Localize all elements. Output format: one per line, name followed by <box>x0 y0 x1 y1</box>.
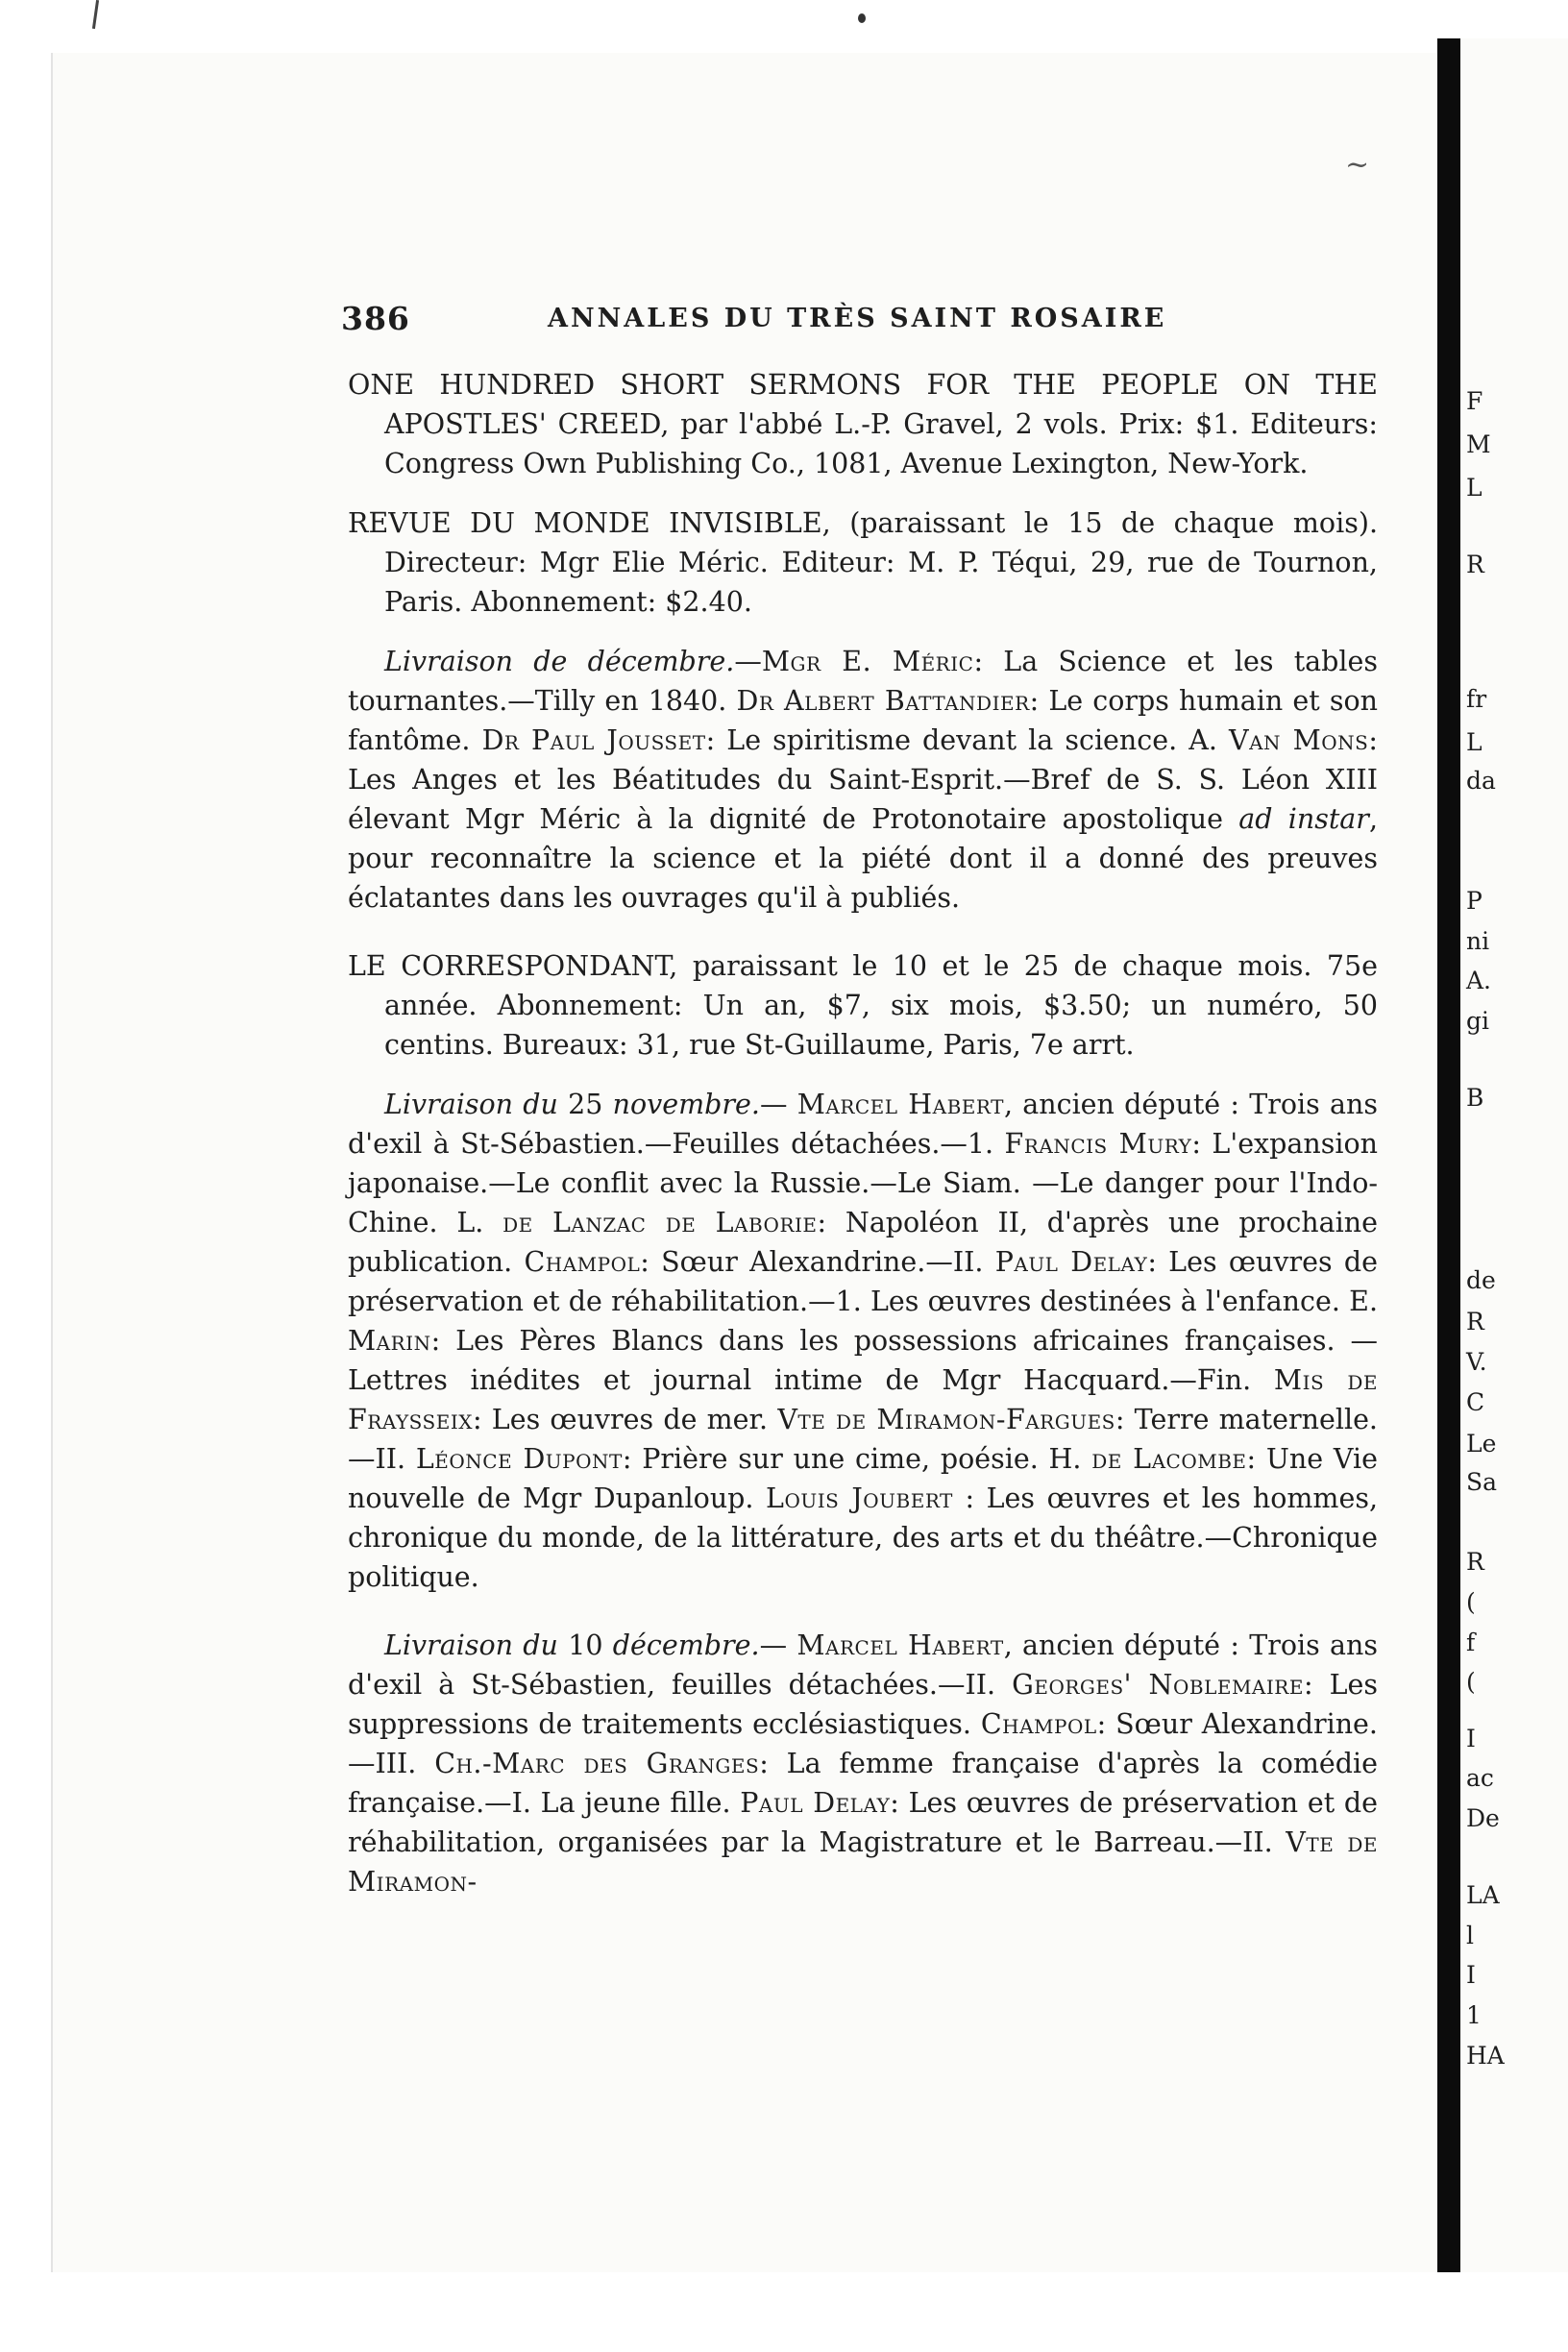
author-name: de Lacombe <box>1091 1443 1247 1475</box>
entry-details: par l'abbé L.-P. Gravel, 2 vols. Prix: $1. Editeurs: Congress Own Publishing Co., 1081, Avenue Lexington, New-York. <box>384 408 1378 479</box>
facing-page-fragment: R <box>1466 551 1484 578</box>
facing-page-fragment: ( <box>1466 1668 1476 1696</box>
facing-page-fragment: B <box>1466 1084 1484 1112</box>
facing-page-fragment: I <box>1466 1725 1476 1752</box>
facing-page-fragment: ac <box>1466 1764 1494 1792</box>
contents-text: : Une Vie nouvelle de Mgr Dupanloup. <box>348 1443 1378 1514</box>
author-name: Dr Paul Jousset <box>481 724 706 756</box>
italic-phrase: ad instar <box>1238 803 1369 835</box>
author-name: Marcel Habert <box>796 1089 1004 1120</box>
contents-text: : Les œuvres de préservation et de réhabilitation.—1. Les œuvres destinées à l'enfance. E. <box>348 1246 1379 1317</box>
facing-page-fragment: V. <box>1466 1348 1487 1376</box>
page-body <box>348 365 1378 1930</box>
contents-text: : Les suppressions de traitements ecclésiastiques. <box>348 1669 1378 1740</box>
contents-text: , pour reconnaître la science et la piété dont il a donné des preuves éclatantes dans les ouvrages qu'il à publiés. <box>348 803 1378 914</box>
facing-page-fragment: L <box>1466 474 1482 502</box>
contents-text: , ancien député : Trois ans d'exil à St-Sébastien.—Feuilles détachées.—1. <box>348 1089 1379 1160</box>
facing-page-fragment: P <box>1466 887 1482 915</box>
facing-page-fragment: A. <box>1466 967 1492 994</box>
facing-page-fragment: Le <box>1466 1430 1497 1458</box>
facing-page-fragment: L <box>1466 728 1482 756</box>
contents-text: : Terre maternelle.—II. <box>348 1404 1378 1475</box>
bibliography-entry <box>348 365 1378 483</box>
facing-page-fragment: R <box>1466 1308 1484 1335</box>
livraison-paragraph <box>348 1626 1378 1901</box>
contents-text: : L'expansion japonaise.—Le conflit avec la Russie.—Le Siam. —Le danger pour l'Indo-Chine. L. <box>348 1128 1378 1238</box>
facing-page-fragment: ( <box>1466 1588 1476 1616</box>
livraison-paragraph <box>348 642 1378 918</box>
entry-details: paraissant le 10 et le 25 de chaque mois. 75e année. Abonnement: Un an, $7, six mois, $3.50; un numéro, 50 centins. Bureaux: 31, rue St-Guillaume, Paris, 7e arrt. <box>384 950 1378 1061</box>
author-name: Francis Mury <box>1004 1128 1192 1160</box>
entry-title: REVUE DU MONDE INVISIBLE, <box>348 507 831 539</box>
bibliography-entry <box>348 946 1378 1065</box>
facing-page-fragment: Sa <box>1466 1468 1498 1496</box>
facing-page-fragment: ni <box>1466 927 1490 955</box>
author-name: Dr Albert Battandier <box>736 685 1030 717</box>
livraison-month: novembre. <box>612 1089 760 1120</box>
livraison-month: décembre. <box>612 1629 760 1661</box>
scan-margin-bottom <box>0 2272 1568 2352</box>
facing-page-fragment: I <box>1466 1961 1476 1989</box>
contents-text: : Le spiritisme devant la science. A. <box>705 724 1229 756</box>
livraison-label: Livraison du <box>384 1089 558 1120</box>
contents-text: : Sœur Alexandrine.—III. <box>348 1708 1378 1779</box>
facing-page-fragment: LA <box>1466 1881 1500 1909</box>
author-name: Marin <box>348 1325 431 1357</box>
entry-details: (paraissant le 15 de chaque mois). Directeur: Mgr Elie Méric. Editeur: M. P. Téqui, 29, rue de Tournon, Paris. Abonnement: $2.40. <box>384 507 1378 618</box>
author-name: Van Mons <box>1228 724 1369 756</box>
contents-text: : Les Pères Blancs dans les possessions africaines françaises. — Lettres inédites et journal intime de Mgr Hacquard.—Fin. <box>348 1325 1378 1396</box>
author-name: Mgr E. Méric <box>761 646 974 677</box>
author-name: Ch.-Marc des Granges <box>434 1748 760 1779</box>
author-name: Paul Delay <box>740 1787 891 1819</box>
book-spine-shadow <box>1437 38 1460 2277</box>
entry-title: LE CORRESPONDANT, <box>348 950 678 982</box>
facing-page-fragment: 1 <box>1466 2001 1482 2029</box>
facing-page-fragment: De <box>1466 1804 1500 1832</box>
author-name: Léonce Dupont <box>415 1443 623 1475</box>
contents-text: : Sœur Alexandrine.—II. <box>640 1246 995 1278</box>
contents-text: : Napoléon II, d'après une prochaine publication. <box>348 1207 1378 1278</box>
contents-text: , ancien député : Trois ans d'exil à St-Sébastien, feuilles détachées.—II. <box>348 1629 1379 1701</box>
contents-text: — <box>759 1629 797 1661</box>
running-header <box>341 300 1379 338</box>
author-name: de Lanzac de Laborie <box>502 1207 818 1238</box>
facing-page-fragment: l <box>1466 1922 1474 1949</box>
author-name: Georges' Noblemaire <box>1012 1669 1304 1701</box>
livraison-day: 25 <box>557 1089 613 1120</box>
contents-text: — <box>734 646 762 677</box>
livraison-label: Livraison de décembre. <box>384 646 735 677</box>
contents-text: : Les œuvres de mer. <box>472 1404 778 1435</box>
bibliography-entry <box>348 503 1378 622</box>
author-name: Vte de Miramon-Fargues <box>777 1404 1115 1435</box>
author-name: Vte de Miramon- <box>348 1826 1378 1898</box>
facing-page-fragment: f <box>1466 1629 1476 1656</box>
author-name: Champol <box>980 1708 1097 1740</box>
facing-page-fragment: fr <box>1466 685 1487 713</box>
facing-page-fragment: F <box>1466 387 1483 415</box>
author-name: Mis de Frayssеix <box>348 1364 1378 1435</box>
scan-margin-top <box>0 0 1568 53</box>
contents-text: : Prière sur une cime, poésie. H. <box>622 1443 1092 1475</box>
livraison-paragraph <box>348 1085 1378 1597</box>
livraison-label: Livraison du <box>384 1629 558 1661</box>
facing-page-fragment: gi <box>1466 1007 1489 1035</box>
scan-margin-left <box>0 0 53 2352</box>
running-head-title: ANNALES DU TRÈS SAINT ROSAIRE <box>548 304 1167 333</box>
facing-page-fragment: M <box>1466 430 1491 458</box>
page-number: 386 <box>341 300 410 337</box>
contents-text: : Le corps humain et son fantôme. <box>348 685 1378 756</box>
contents-text: : La femme française d'après la comédie française.—I. La jeune fille. <box>348 1748 1378 1819</box>
facing-page-fragment: R <box>1466 1548 1484 1576</box>
contents-text: — <box>759 1089 797 1120</box>
contents-text: : Les œuvres de préservation et de réhabilitation, organisées par la Magistrature et le Barreau.—II. <box>348 1787 1378 1858</box>
author-name: Champol <box>524 1246 641 1278</box>
author-name: Louis Joubert <box>766 1482 953 1514</box>
facing-page-fragment: C <box>1466 1388 1485 1416</box>
contents-text: : La Science et les tables tournantes.—Tilly en 1840. <box>348 646 1378 717</box>
author-name: Paul Delay <box>994 1246 1148 1278</box>
contents-text: : Les œuvres et les hommes, chronique du monde, de la littérature, des arts et du théâtre.—Chronique politique. <box>348 1482 1379 1593</box>
entry-title: ONE HUNDRED SHORT SERMONS FOR THE PEOPLE ON THE APOSTLES' CREED, <box>348 369 1378 440</box>
livraison-day: 10 <box>557 1629 613 1661</box>
facing-page-fragment: HA <box>1466 2042 1505 2070</box>
facing-page-fragment: de <box>1466 1266 1496 1294</box>
facing-page-fragment: da <box>1466 767 1496 795</box>
facing-page-edge <box>1460 38 1568 2277</box>
stray-mark: ~ <box>1345 148 1370 182</box>
contents-text: : Les Anges et les Béatitudes du Saint-Esprit.—Bref de S. S. Léon XIII élevant Mgr Méric à la dignité de Protonotaire apostolique <box>348 724 1378 835</box>
author-name: Marcel Habert <box>796 1629 1004 1661</box>
scan-dot <box>858 13 866 23</box>
